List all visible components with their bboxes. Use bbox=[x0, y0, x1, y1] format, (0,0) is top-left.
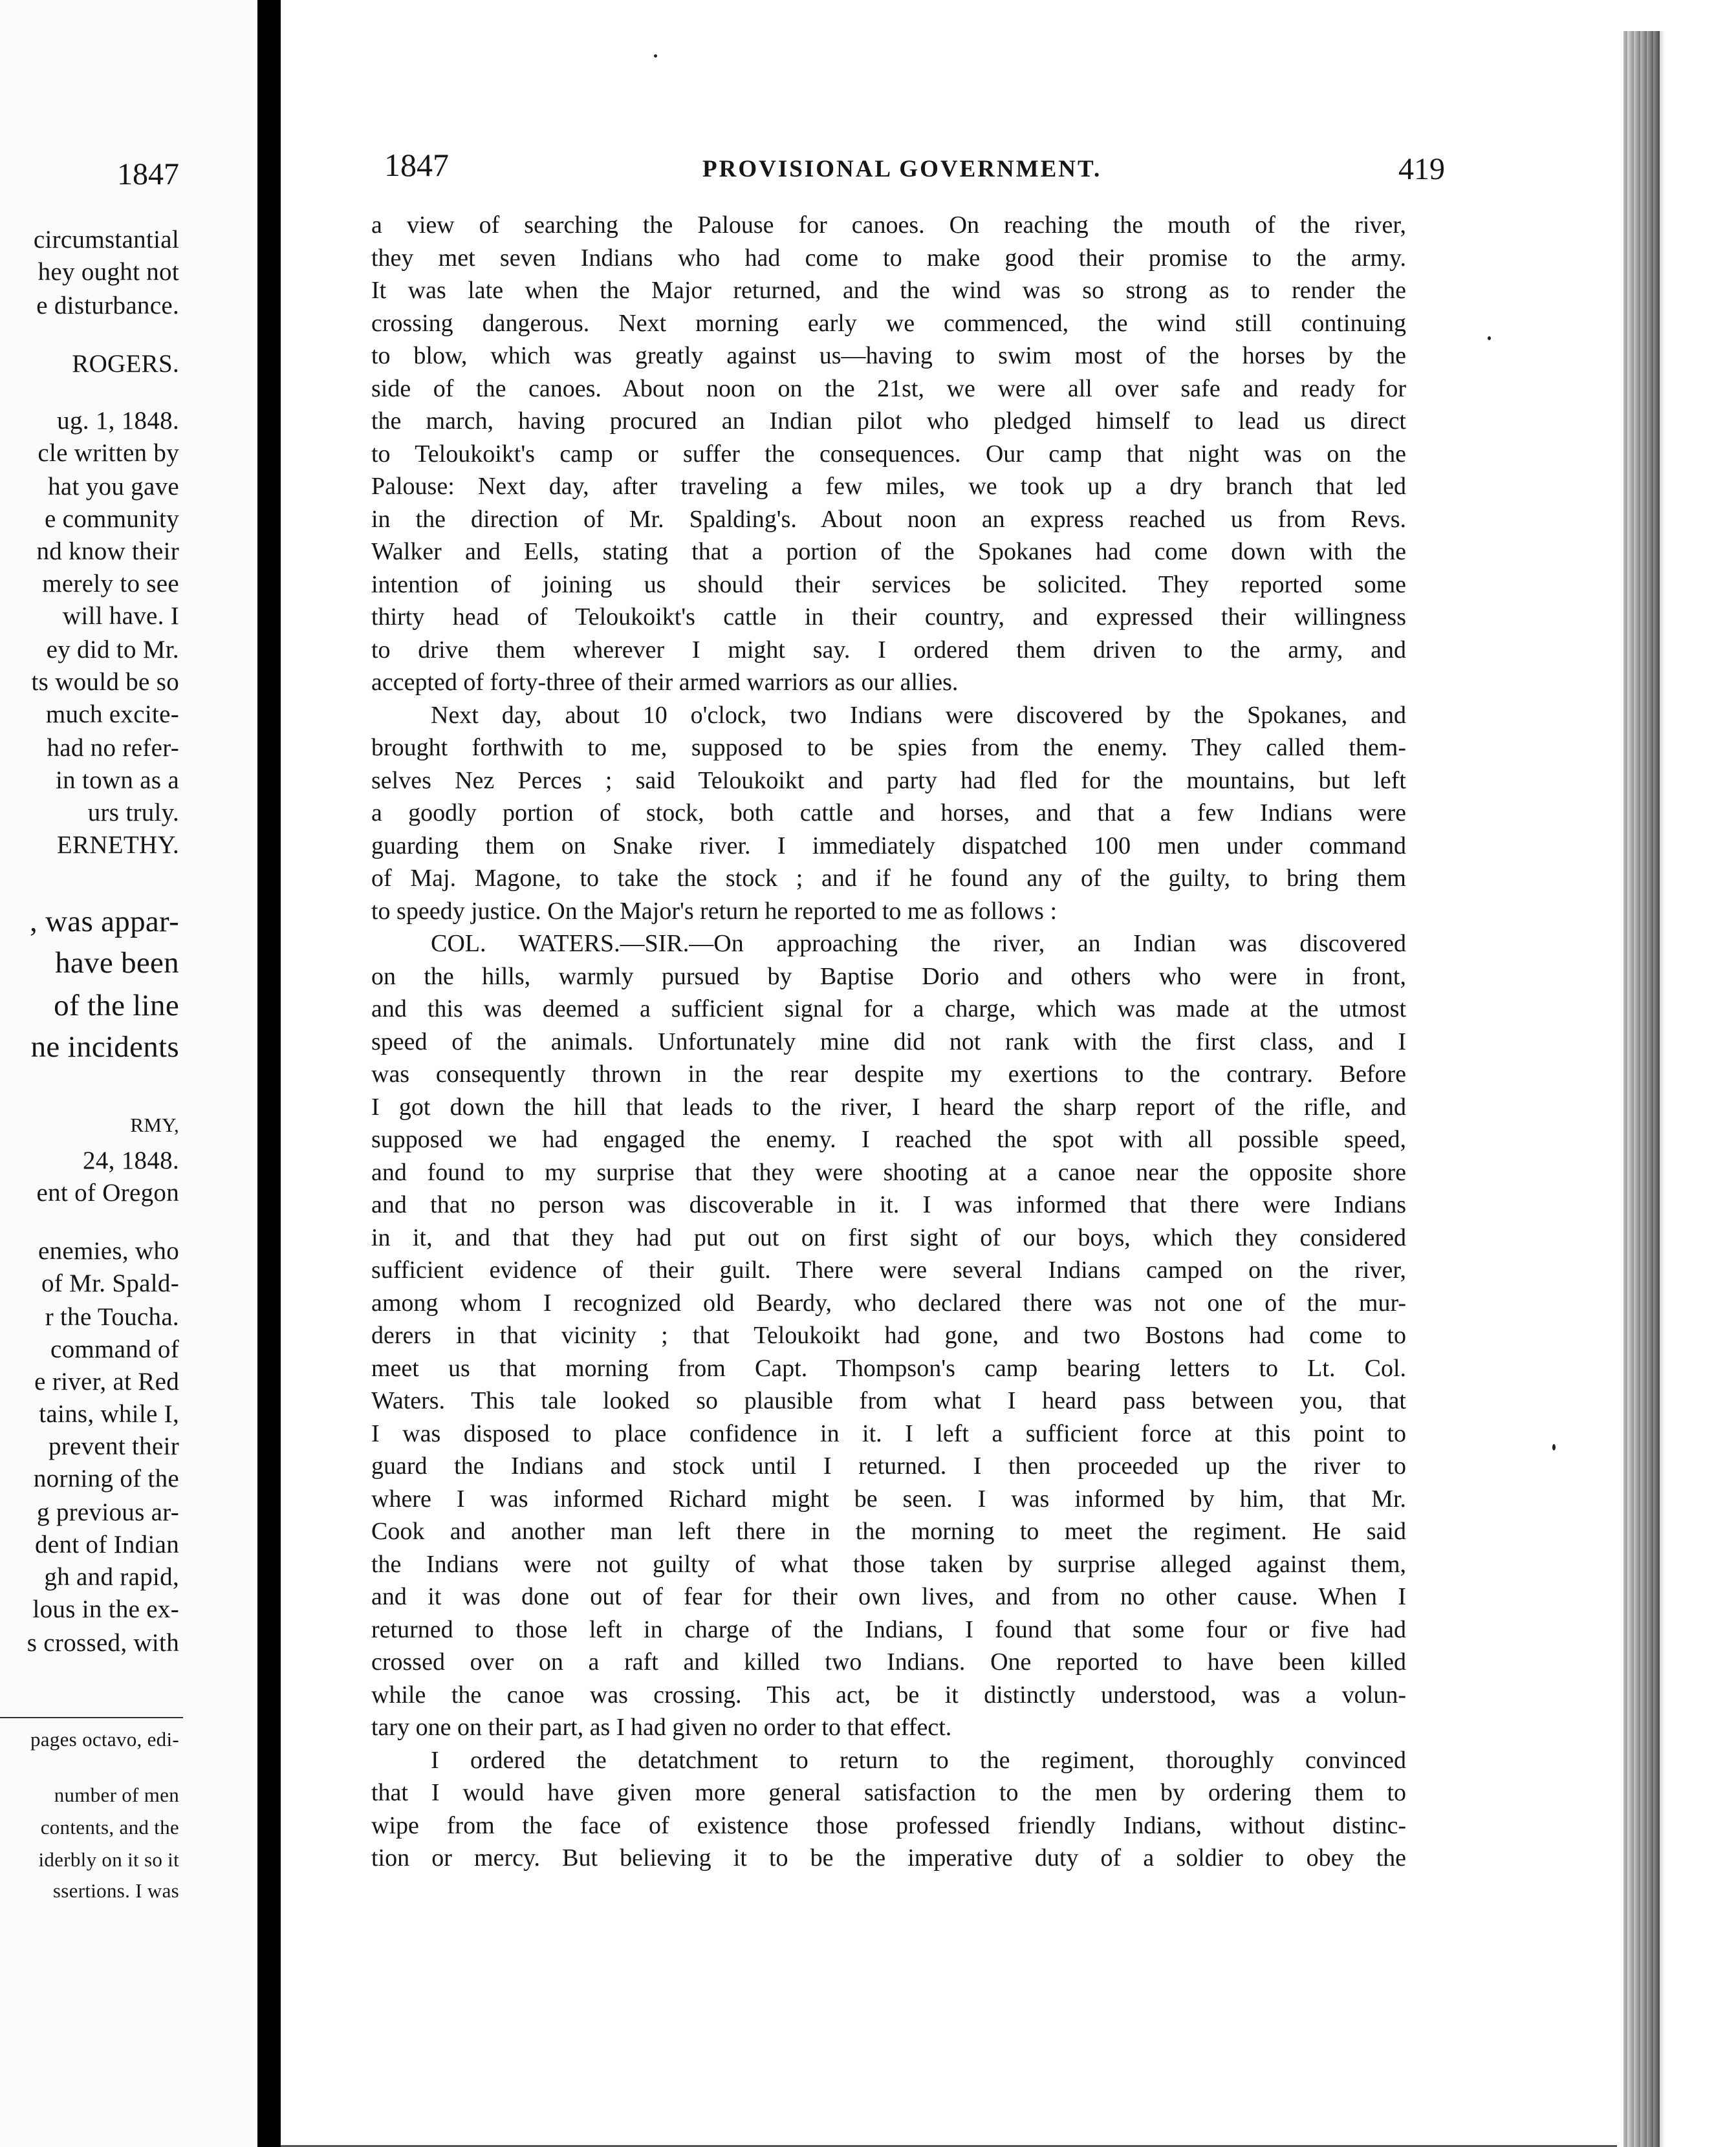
text-line: Next day, about 10 o'clock, two Indians were discovered by the Spokanes, and bbox=[431, 701, 1406, 729]
text-line: Palouse: Next day, after traveling a few miles, we took up a dry branch that led bbox=[371, 473, 1406, 500]
left-page-line: ROGERS. bbox=[72, 350, 179, 378]
left-page-line: number of men bbox=[54, 1784, 179, 1806]
text-line: guard the Indians and stock until I returned. I then proceeded up the river to bbox=[371, 1452, 1406, 1480]
left-page-line: e river, at Red bbox=[34, 1368, 179, 1396]
text-line: they met seven Indians who had come to make good their promise to the army. bbox=[371, 244, 1406, 272]
left-page-line: hey ought not bbox=[38, 258, 179, 286]
left-page-line: s crossed, with bbox=[27, 1629, 179, 1657]
text-line: returned to those left in charge of the Indians, I found that some four or five had bbox=[371, 1615, 1406, 1643]
left-page-line: 24, 1848. bbox=[83, 1147, 179, 1174]
text-line: and found to my surprise that they were shooting at a canoe near the opposite shore bbox=[371, 1158, 1406, 1186]
text-line: on the hills, warmly pursued by Baptise Dorio and others who were in front, bbox=[371, 962, 1406, 990]
left-page-line: norning of the bbox=[33, 1465, 179, 1493]
text-line: while the canoe was crossing. This act, be it distinctly understood, was a volun- bbox=[371, 1681, 1406, 1709]
text-line: I ordered the detatchment to return to the regiment, thoroughly convinced bbox=[431, 1746, 1406, 1774]
text-line: to Teloukoikt's camp or suffer the consequences. Our camp that night was on the bbox=[371, 440, 1406, 468]
left-page-line: ne incidents bbox=[30, 1030, 179, 1064]
text-line: meet us that morning from Capt. Thompson's camp bearing letters to Lt. Col. bbox=[371, 1354, 1406, 1382]
text-line: of Maj. Magone, to take the stock ; and if he found any of the guilty, to bring them bbox=[371, 865, 1406, 892]
book-gutter bbox=[257, 0, 281, 2147]
running-head-title: PROVISIONAL GOVERNMENT. bbox=[702, 156, 1102, 182]
left-page-line: circumstantial bbox=[33, 226, 179, 254]
text-line: a view of searching the Palouse for canoes. On reaching the mouth of the river, bbox=[371, 211, 1406, 239]
text-line: accepted of forty-three of their armed warriors as our allies. bbox=[371, 669, 959, 696]
text-line: and this was deemed a sufficient signal for a charge, which was made at the utmost bbox=[371, 995, 1406, 1022]
text-line: It was late when the Major returned, and the wind was so strong as to render the bbox=[371, 277, 1406, 304]
text-line: was consequently thrown in the rear despite my exertions to the contrary. Before bbox=[371, 1061, 1406, 1088]
text-line: COL. WATERS.—SIR.—On approaching the river, an Indian was discovered bbox=[431, 930, 1406, 957]
left-page-line: will have. I bbox=[62, 602, 179, 630]
text-line: Cook and another man left there in the morning to meet the regiment. He said bbox=[371, 1518, 1406, 1545]
text-line: the Indians were not guilty of what those taken by surprise alleged against them, bbox=[371, 1550, 1406, 1578]
left-page-line: much excite- bbox=[45, 700, 179, 728]
left-page-line: urs truly. bbox=[87, 799, 179, 826]
left-page-line: of Mr. Spald- bbox=[41, 1269, 179, 1297]
text-line: crossed over on a raft and killed two Indians. One reported to have been killed bbox=[371, 1648, 1406, 1676]
text-line: intention of joining us should their services be solicited. They reported some bbox=[371, 570, 1406, 598]
text-line: sufficient evidence of their guilt. There were several Indians camped on the river, bbox=[371, 1257, 1406, 1284]
text-line: speed of the animals. Unfortunately mine did not rank with the first class, and I bbox=[371, 1028, 1406, 1055]
left-page-line: ug. 1, 1848. bbox=[57, 407, 179, 435]
text-line: I was disposed to place confidence in it. I left a sufficient force at this point to bbox=[371, 1419, 1406, 1447]
left-page-line: pages octavo, edi- bbox=[30, 1728, 179, 1751]
text-line: where I was informed Richard might be seen. I was informed by him, that Mr. bbox=[371, 1485, 1406, 1513]
left-page-line: nd know their bbox=[36, 537, 179, 565]
left-page-line: had no refer- bbox=[47, 734, 179, 762]
left-page-fragment bbox=[0, 0, 255, 2147]
text-line: selves Nez Perces ; said Teloukoikt and party had fled for the mountains, but left bbox=[371, 766, 1406, 794]
left-page-line: of the line bbox=[54, 989, 179, 1022]
left-page-line: command of bbox=[50, 1335, 179, 1363]
left-page-line: r the Toucha. bbox=[45, 1303, 179, 1331]
text-line: I got down the hill that leads to the river, I heard the sharp report of the rifle, and bbox=[371, 1093, 1406, 1121]
left-page-line: have been bbox=[55, 946, 179, 980]
left-page-line: ts would be so bbox=[31, 668, 179, 696]
left-page-line: lous in the ex- bbox=[32, 1595, 179, 1623]
text-line: the march, having procured an Indian pilot who pledged himself to lead us direct bbox=[371, 407, 1406, 435]
left-page-line: gh and rapid, bbox=[44, 1563, 179, 1591]
left-page-line: dent of Indian bbox=[35, 1531, 179, 1559]
main-page bbox=[281, 0, 1617, 2147]
text-line: to drive them wherever I might say. I ordered them driven to the army, and bbox=[371, 636, 1406, 664]
left-page-line: g previous ar- bbox=[36, 1498, 179, 1526]
left-page-line: ssertions. I was bbox=[52, 1879, 179, 1902]
text-line: side of the canoes. About noon on the 21st, we were all over safe and ready for bbox=[371, 374, 1406, 402]
page-edge-stack bbox=[1617, 0, 1736, 2147]
text-line: supposed we had engaged the enemy. I reached the spot with all possible speed, bbox=[371, 1126, 1406, 1153]
text-line: and it was done out of fear for their own lives, and from no other cause. When I bbox=[371, 1583, 1406, 1610]
text-line: among whom I recognized old Beardy, who declared there was not one of the mur- bbox=[371, 1289, 1406, 1317]
text-line: guarding them on Snake river. I immediately dispatched 100 men under command bbox=[371, 832, 1406, 859]
page-number: 419 bbox=[1398, 152, 1445, 186]
text-line: tary one on their part, as I had given no order to that effect. bbox=[371, 1714, 952, 1741]
body-text bbox=[371, 209, 1406, 1875]
left-page-line: tains, while I, bbox=[39, 1400, 179, 1428]
left-page-line: e community bbox=[44, 505, 179, 533]
text-line: brought forthwith to me, supposed to be spies from the enemy. They called them- bbox=[371, 734, 1406, 761]
print-speck bbox=[1488, 336, 1491, 340]
print-speck bbox=[1552, 1444, 1556, 1451]
page-edge-top bbox=[1617, 0, 1675, 31]
text-line: to blow, which was greatly against us—having to swim most of the horses by the bbox=[371, 342, 1406, 369]
left-page-line: , was appar- bbox=[29, 905, 179, 938]
left-page-header-year: 1847 bbox=[117, 157, 179, 191]
left-page-line: ERNETHY. bbox=[56, 831, 179, 859]
left-page-line: enemies, who bbox=[38, 1237, 179, 1265]
text-line: Walker and Eells, stating that a portion of the Spokanes had come down with the bbox=[371, 538, 1406, 565]
text-line: wipe from the face of existence those professed friendly Indians, without distinc- bbox=[371, 1811, 1406, 1839]
text-line: a goodly portion of stock, both cattle and horses, and that a few Indians were bbox=[371, 799, 1406, 826]
text-line: Waters. This tale looked so plausible from what I heard pass between you, that bbox=[371, 1387, 1406, 1414]
text-line: crossing dangerous. Next morning early we commenced, the wind still continuing bbox=[371, 309, 1406, 337]
left-page-line: in town as a bbox=[56, 766, 179, 794]
running-head-year: 1847 bbox=[384, 147, 449, 183]
text-line: in the direction of Mr. Spalding's. About noon an express reached us from Revs. bbox=[371, 505, 1406, 533]
text-line: in it, and that they had put out on first sight of our boys, which they considered bbox=[371, 1224, 1406, 1251]
left-page-line: RMY, bbox=[130, 1114, 179, 1136]
left-page-line: ent of Oregon bbox=[36, 1179, 179, 1207]
text-line: thirty head of Teloukoikt's cattle in their country, and expressed their willingness bbox=[371, 603, 1406, 631]
left-page-line: ey did to Mr. bbox=[46, 636, 179, 664]
left-page-line: merely to see bbox=[42, 570, 179, 598]
left-page-line: prevent their bbox=[48, 1432, 179, 1460]
left-page-line: cle written by bbox=[38, 439, 179, 467]
text-line: that I would have given more general satisfaction to the men by ordering them to bbox=[371, 1779, 1406, 1806]
left-footnote-rule bbox=[0, 1717, 183, 1718]
left-page-line: hat you gave bbox=[48, 473, 179, 501]
text-line: tion or mercy. But believing it to be the imperative duty of a soldier to obey the bbox=[371, 1844, 1406, 1872]
text-line: and that no person was discoverable in it. I was informed that there were Indians bbox=[371, 1191, 1406, 1218]
left-page-line: contents, and the bbox=[40, 1816, 179, 1839]
left-page-line: e disturbance. bbox=[36, 292, 179, 319]
text-line: to speedy justice. On the Major's return he reported to me as follows : bbox=[371, 897, 1058, 925]
print-speck bbox=[654, 54, 657, 58]
running-head bbox=[281, 146, 1617, 191]
text-line: derers in that vicinity ; that Teloukoikt had gone, and two Bostons had come to bbox=[371, 1322, 1406, 1349]
left-page-line: iderbly on it so it bbox=[38, 1848, 179, 1871]
